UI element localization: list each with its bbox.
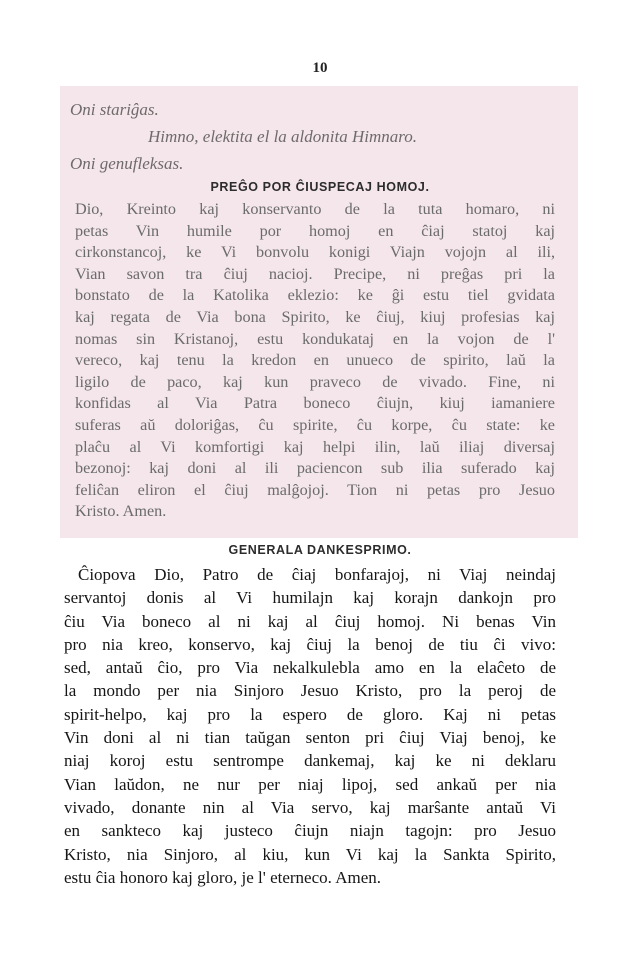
prayer-paragraph [75, 199, 555, 523]
text-line: bezonoj: kaj doni al ili paciencon sub ilia suferado kaj [75, 459, 555, 478]
text-line: vivado, donante nin al Via servo, kaj marŝante antaŭ Vi [64, 797, 556, 817]
text-line: Kristo, nia Sinjoro, al kiu, kun Vi kaj la Sankta Spirito, [64, 844, 556, 864]
text-line: feliĉan eliron el ĉiuj malĝojoj. Tion ni petas pro Jesuo [75, 480, 555, 499]
text-line: spirit-helpo, kaj pro la espero de gloro. Kaj ni petas [64, 704, 556, 724]
text-line: sed, antaŭ ĉio, pro Via nekalkulebla amo en la elaĉeto de [64, 658, 556, 678]
page-number: 10 [312, 60, 328, 76]
text-line: servantoj donis al Vi humilajn kaj korajn dankojn pro [64, 588, 556, 608]
section-title: PREĜO POR ĈIUSPECAJ HOMOJ. [210, 180, 430, 194]
text-line: pro nia kreo, konservo, kaj ĉiuj la benoj de tiu ĉi vivo: [64, 634, 556, 654]
text-line: suferas aŭ doloriĝas, ĉu spirite, ĉu korpe, ĉu state: ke [75, 415, 555, 434]
text-line: la mondo per nia Sinjoro Jesuo Kristo, pro la peroj de [64, 681, 556, 701]
text-line: bonstato de la Katolika eklezio: ke ĝi estu tiel gvidata [75, 286, 555, 305]
rubric-line: Oni genufleksas. [70, 154, 184, 173]
text-line: Kristo. Amen. [75, 502, 167, 521]
text-line: estu ĉia honoro kaj gloro, je l' eterneco. Amen. [64, 867, 381, 887]
text-line: kaj regata de Via bona Spirito, ke ĉiuj, kiuj profesias kaj [75, 307, 555, 326]
rubric-line: Oni stariĝas. [70, 100, 159, 119]
text-line: Ĉiopova Dio, Patro de ĉiaj bonfarajoj, ni Viaj neindaj [78, 565, 556, 584]
text-line: en sankteco kaj justeco ĉiujn niajn tagojn: pro Jesuo [64, 821, 556, 841]
text-line: Vian laŭdon, ne nur per niaj lipoj, sed ankaŭ per nia [64, 774, 556, 794]
rubric-line: Himno, elektita el la aldonita Himnaro. [148, 127, 417, 146]
text-line: Vian savon tra ĉiuj nacioj. Precipe, ni preĝas pri la [75, 264, 555, 283]
text-line: petas Vin humile por homoj en ĉiaj statoj kaj [75, 221, 555, 240]
section-title: GENERALA DANKESPRIMO. [228, 543, 412, 557]
thanksgiving-paragraph [64, 563, 556, 889]
text-line: Vin doni al ni tian taŭgan senton pri ĉiuj Viaj benoj, ke [64, 728, 556, 748]
text-line: nomas sin Kristanoj, estu kondukataj en la vojon de l' [75, 329, 555, 348]
text-line: cirkonstancoj, ke Vi bonvolu konigi Viajn vojojn al ili, [75, 243, 555, 262]
text-line: niaj koroj estu sentrompe dankemaj, kaj ke ni deklaru [64, 751, 556, 771]
text-line: Dio, Kreinto kaj konservanto de la tuta homaro, ni [75, 200, 555, 218]
text-line: konfidas al Via Patra boneco ĉiujn, kiuj iamaniere [75, 394, 555, 413]
text-line: ĉiu Via boneco al ni kaj al ĉiuj homoj. Ni benas Vin [64, 611, 556, 631]
text-line: ligilo de paco, kaj kun praveco de vivado. Fine, ni [75, 372, 555, 391]
text-line: vereco, kaj tenu la kredon en unueco de spirito, laŭ la [75, 351, 555, 370]
text-line: plaĉu al Vi komfortigi kaj helpi ilin, laŭ iliaj diversaj [75, 437, 555, 456]
